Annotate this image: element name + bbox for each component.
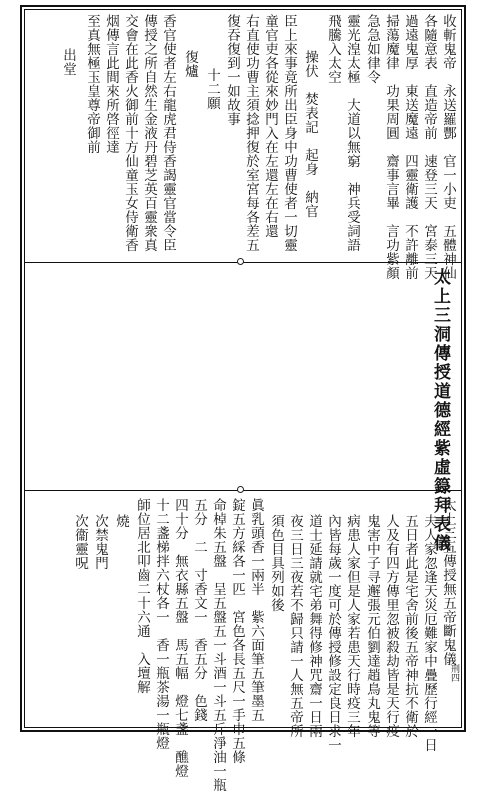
text-column: 人及有四方傳里忽被殺劫皆是天行疫 bbox=[383, 514, 399, 738]
text-column: 傳授之所自然生金液丹碧芝英百靈衆真 bbox=[141, 14, 157, 252]
binding-hole-mark bbox=[237, 486, 244, 493]
text-column: 復吞復到一如故事 bbox=[224, 14, 240, 126]
item-list-column: 錠五方綵各一匹 宮色各長五尺一手巾五條 bbox=[229, 498, 245, 764]
text-column: 太上三五傳授無五帝斷鬼儀 bbox=[440, 498, 456, 666]
text-column: 靈光湟太極 大道以無窮 神兵受詞語 bbox=[344, 14, 360, 252]
text-column: 各隨意表 直造帝前 速登三天 宮泰三天 bbox=[421, 14, 437, 280]
text-column: 右直使功曹主須捻押復於室宮每各差五 bbox=[243, 14, 259, 252]
text-column: 鬼害中子寻邂張元伯劉達趙鳥丸鬼等 bbox=[364, 514, 380, 738]
text-column: 交會在此香火御前十方仙童玉女侍衛香 bbox=[122, 14, 138, 252]
item-list-column: 命棹朱五盤 呈五盤五一斗酒一斗五斤淨油一瓶 bbox=[210, 498, 226, 792]
text-column: 急急如律令 bbox=[364, 14, 380, 84]
text-column: 過遠鬼厚 東送魔遠 四靈衛護 不許離前 bbox=[402, 14, 418, 280]
text-column: 夜三日三夜若不歸只請一人無五帝所 bbox=[287, 514, 303, 738]
text-column: 至真無極玉皇尊帝御前 bbox=[84, 14, 100, 154]
text-column: 童官吏各從來妙門入在左還左在右還 bbox=[262, 14, 278, 238]
text-column: 五日者此是宅舍前後五帝神抗不衛於 bbox=[402, 514, 418, 738]
page-number: 刑四 bbox=[449, 664, 459, 682]
item-list-column: 五分 二 寸香文一 香五分 色錢 bbox=[191, 498, 207, 722]
text-column: 烟傳言此間來所啓徑達 bbox=[103, 14, 119, 154]
section-heading: 次禁鬼門 bbox=[92, 514, 108, 570]
text-column: 師位居北叩齒二十六通 入壇解 bbox=[134, 498, 150, 694]
text-column: 掃蕩魔律 功果周圓 齋事言畢 言功紫顏 bbox=[383, 14, 399, 280]
item-list-column: 四十分 無衣縣五盤 馬五幅 燈七盞 醮燈 bbox=[172, 498, 188, 778]
section-heading: 燒 bbox=[113, 514, 129, 528]
text-column: 內皆每歲一度可於傳授修設定良日求一 bbox=[325, 514, 341, 752]
binding-hole-mark bbox=[237, 258, 244, 265]
text-column: 臣上來事竟所出臣身中功曹使者一切靈 bbox=[281, 14, 297, 252]
text-column: 病患人家但是人家若患天行時疫三年 bbox=[344, 514, 360, 738]
ritual-title: 太上三洞傳授道德經紫虛籙拜表儀 bbox=[430, 268, 450, 553]
text-column: 出堂 bbox=[60, 48, 76, 76]
text-column: 操伏 焚表記 起身 納官 bbox=[302, 50, 318, 218]
item-list-column: 十二盞梯拌六杖各一 香一瓶茶湯一瓶燈 bbox=[153, 498, 169, 750]
item-list-column: 眞乳頭香一兩半 紫六面筆五筆墨五 bbox=[248, 498, 264, 722]
section-heading: 復爐 bbox=[182, 50, 198, 78]
text-column: 夫人家忽逢天災厄難家中疊歷行經一日 bbox=[421, 514, 437, 752]
text-column: 香官使者左右龍虎君侍香謁靈官當令臣 bbox=[160, 14, 176, 252]
section-heading: 次衞靈呪 bbox=[72, 514, 88, 570]
text-column: 飛騰入太空 bbox=[325, 14, 341, 84]
text-column: 須色目具列如後 bbox=[268, 514, 284, 612]
text-column: 道士延請就宅弟舞得修神咒齋一日兩 bbox=[306, 514, 322, 738]
section-heading: 十二願 bbox=[204, 68, 220, 110]
text-column: 收斬鬼帝 永送羅酆 官一小吏 五體神仙 bbox=[440, 14, 456, 280]
